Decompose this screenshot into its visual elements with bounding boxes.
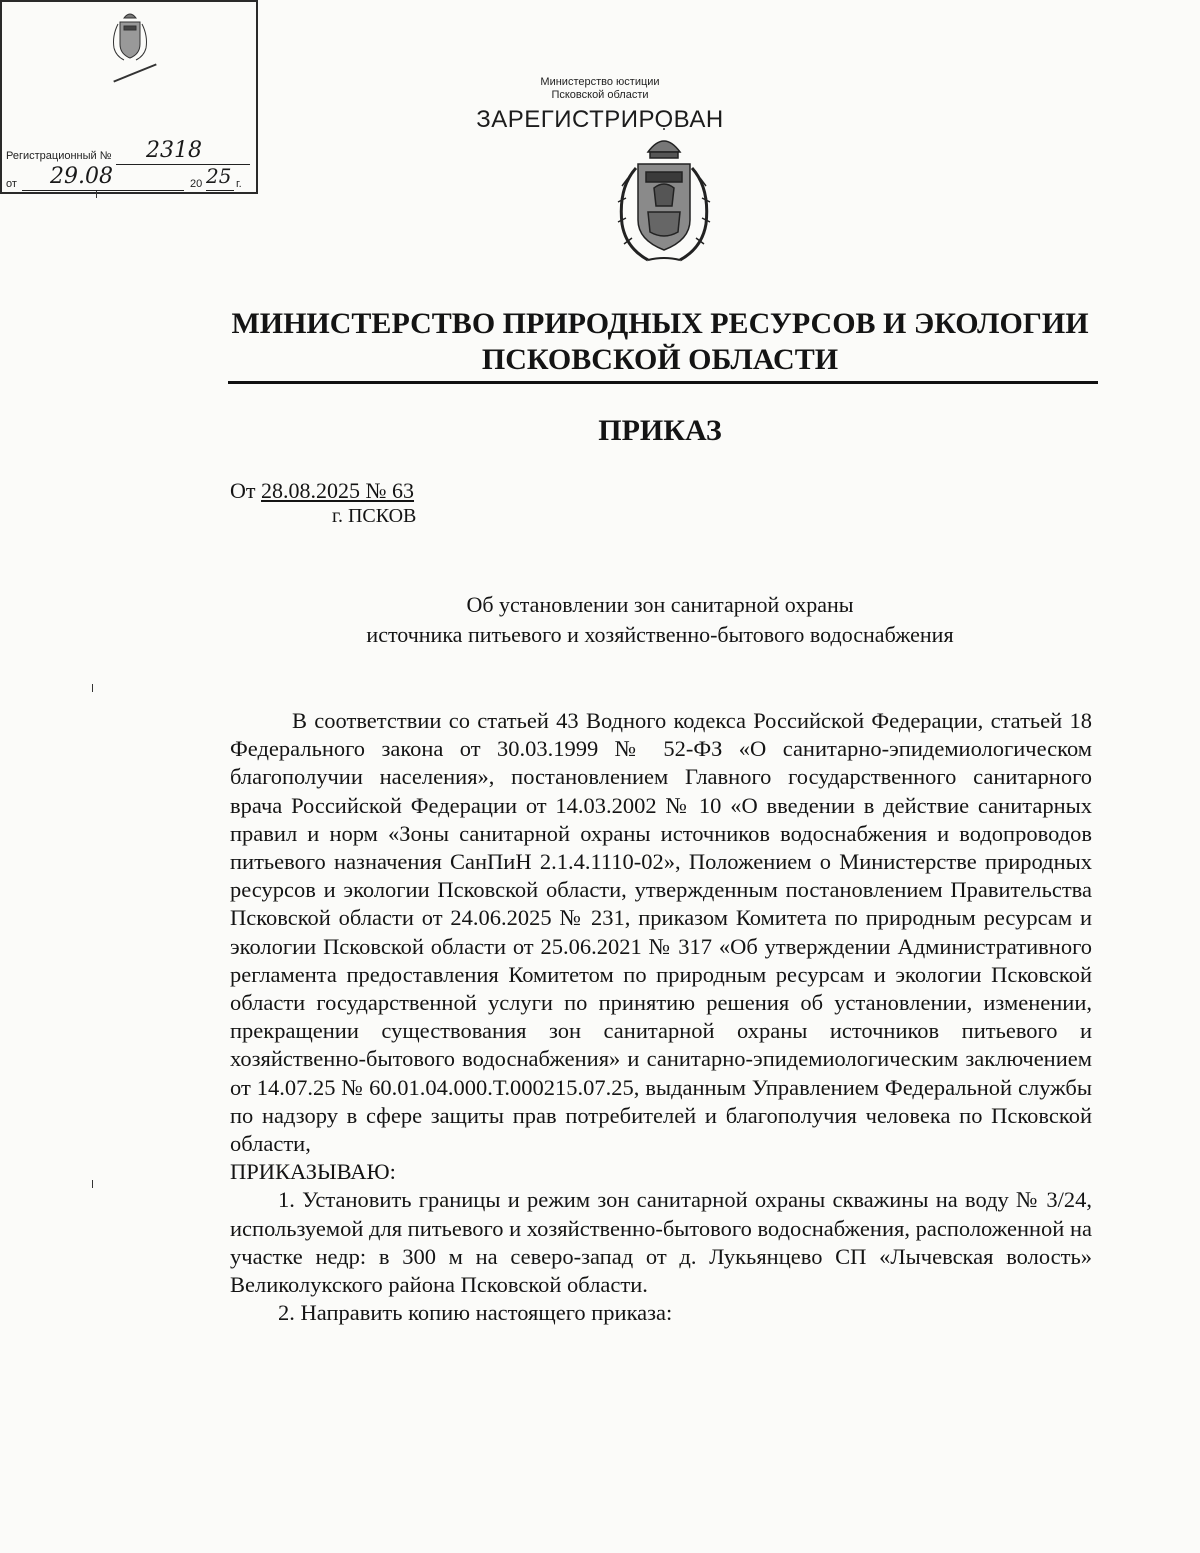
document-date-number: [230, 478, 414, 504]
order-directive: ПРИКАЗЫВАЮ:: [230, 1159, 396, 1185]
document-subject: [200, 590, 1120, 650]
order-item-2: 2. Направить копию настоящего приказа:: [278, 1300, 673, 1326]
stamp-year-prefix: 20: [190, 178, 203, 190]
stamp-date-value: 29.08: [50, 164, 113, 189]
stamp-date-prefix: от: [6, 178, 17, 190]
ministry-title-line2: ПСКОВСКОЙ ОБЛАСТИ: [481, 343, 839, 376]
ministry-title-line1: МИНИСТЕРСТВО ПРИРОДНЫХ РЕСУРСОВ И ЭКОЛОГИИ: [231, 307, 1089, 340]
stamp-year-value: 25: [206, 164, 232, 188]
scan-speck: [92, 1180, 93, 1188]
document-type-title: ПРИКАЗ: [598, 414, 722, 447]
subject-line2: источника питьевого и хозяйственно-бытового водоснабжения: [366, 622, 954, 647]
stamp-ministry-line2: Псковской области: [551, 89, 649, 101]
stamp-year-suffix: г.: [236, 178, 242, 190]
stamp-date-line: [6, 164, 252, 194]
stamp-status: ЗАРЕГИСТРИРОВАН: [476, 106, 724, 133]
ministry-title: [220, 306, 1100, 378]
document-body: [230, 707, 1092, 1327]
document-date: 28.08.2025 № 63: [261, 478, 415, 503]
title-divider: [228, 381, 1098, 384]
from-label: От: [230, 478, 256, 503]
document-city: г. ПСКОВ: [332, 505, 417, 527]
coat-of-arms-emblem: [608, 128, 720, 266]
subject-line1: Об установлении зон санитарной охраны: [466, 592, 854, 617]
stamp-ministry-name: [0, 76, 1200, 102]
stamp-ministry-line1: Министерство юстиции: [540, 76, 660, 88]
preamble-paragraph: В соответствии со статьей 43 Водного кодекса Российской Федерации, статьей 18 Федерального закона от 30.03.1999 № 52-ФЗ «О санитарно-эпидемиологическом благополучии населения», постановлением Главного государственного санитарного врача Российской Федерации от 14.03.2002 № 10 «О введении в действие санитарных правил и норм «Зоны санитарной охраны источников водоснабжения и водопроводов питьевого назначения СанПиН 2.1.4.1110-02», Положением о Министерстве природных ресурсов и экологии Псковской области, утвержденным постановлением Правительства Псковской области от 24.06.2025 № 231, приказом Комитета по природным ресурсам и экологии Псковской области от 25.06.2021 № 317 «Об утверждении Административного регламента предоставления Комитетом по природным ресурсам и экологии Псковской области государственной услуги по принятию решения об установлении, изменении, прекращении существования зон санитарной охраны источников питьевого и хозяйственно-бытового водоснабжения» и санитарно-эпидемиологическим заключением от 14.07.25 № 60.01.04.000.Т.000215.07.25, выданным Управлением Федеральной службы по надзору в сфере защиты прав потребителей и благополучия человека по Псковской области,: [230, 708, 1092, 1157]
registration-stamp: [0, 0, 724, 194]
stamp-reg-label: Регистрационный №: [6, 150, 112, 162]
order-item-1: 1. Установить границы и режим зон санитарной охраны скважины на воду № 3/24, используемой для питьевого и хозяйственно-бытового водоснабжения, расположенной на участке недр: в 300 м на северо-запад от д. Лукьянцево СП «Лычевская волость» Великолукского района Псковской области.: [230, 1187, 1092, 1298]
stamp-coat-of-arms-icon: [108, 10, 152, 62]
stamp-reg-number: 2318: [146, 138, 202, 163]
scan-speck: [92, 684, 93, 692]
